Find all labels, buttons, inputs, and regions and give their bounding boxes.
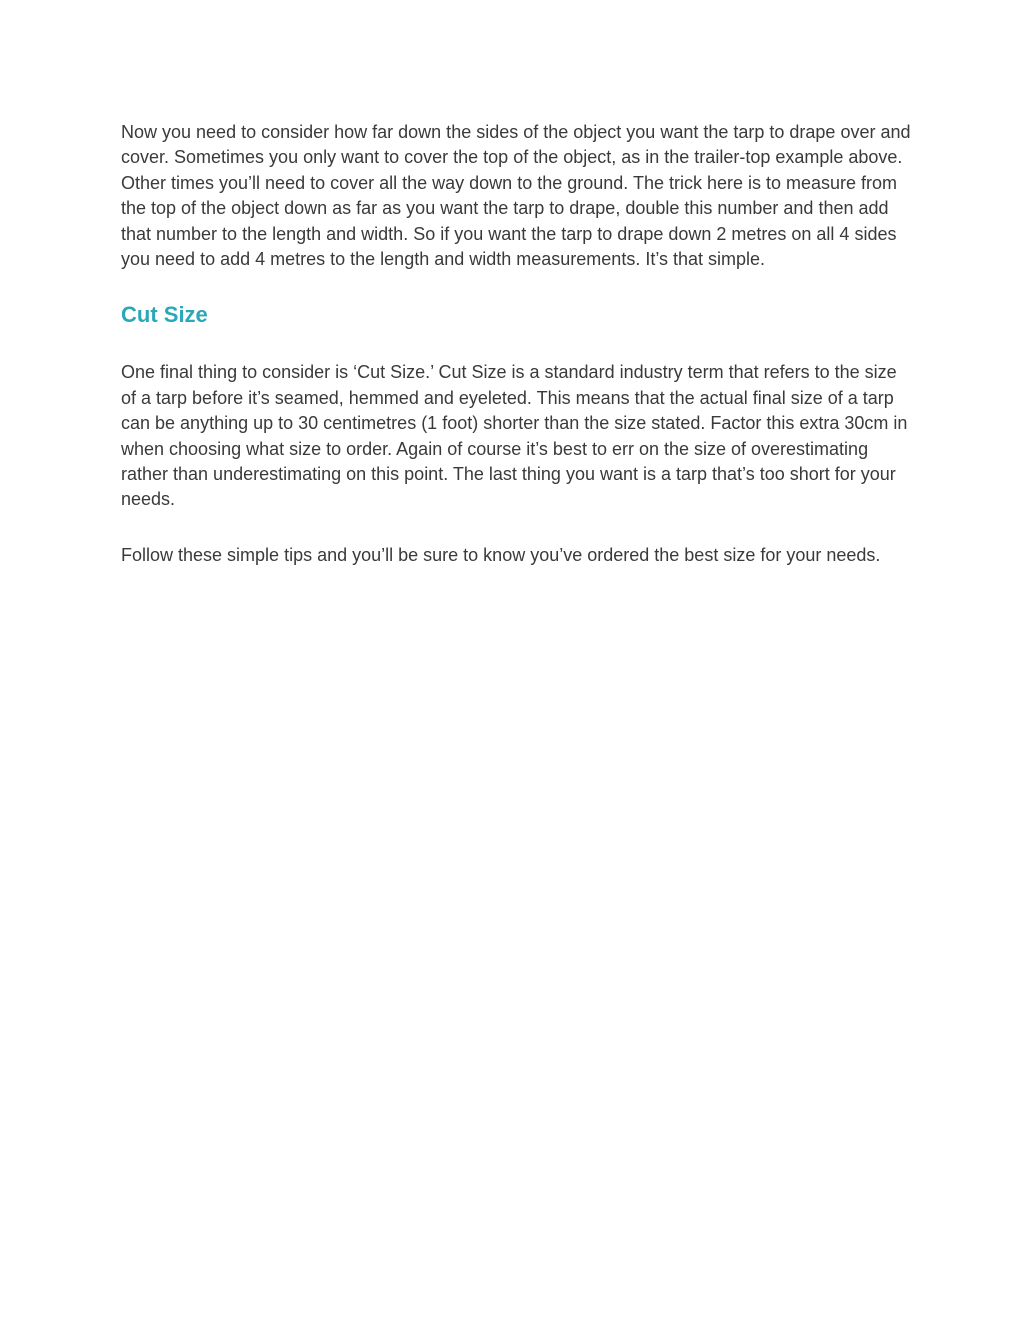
paragraph-cut-size: One final thing to consider is ‘Cut Size.’ Cut Size is a standard industry term that refers to the size of a tarp before it’s seamed, hemmed and eyeleted. This means that the actual final size of a tarp can be anything up to 30 centimetres (1 foot) shorter than the size stated. Factor this extra 30cm in when choosing what size to order. Again of course it’s best to err on the size of overestimating rather than underestimating on this point. The last thing you want is a tarp that’s too short for your needs. [121, 362, 908, 510]
paragraph-closing-tips: Follow these simple tips and you’ll be sure to know you’ve ordered the best size for your needs. [121, 544, 881, 565]
section-heading-cut-size: Cut Size [121, 302, 208, 328]
document-page [121, 120, 911, 568]
paragraph-drape-measurement: Now you need to consider how far down the sides of the object you want the tarp to drape over and cover. Sometimes you only want to cover the top of the object, as in the trailer-top example above. Other times you’ll need to cover all the way down to the ground. The trick here is to measure from the top of the object down as far as you want the tarp to drape, double this number and then add that number to the length and width. So if you want the tarp to drape down 2 metres on all 4 sides you need to add 4 metres to the length and width measurements. It’s that simple. [121, 122, 911, 270]
